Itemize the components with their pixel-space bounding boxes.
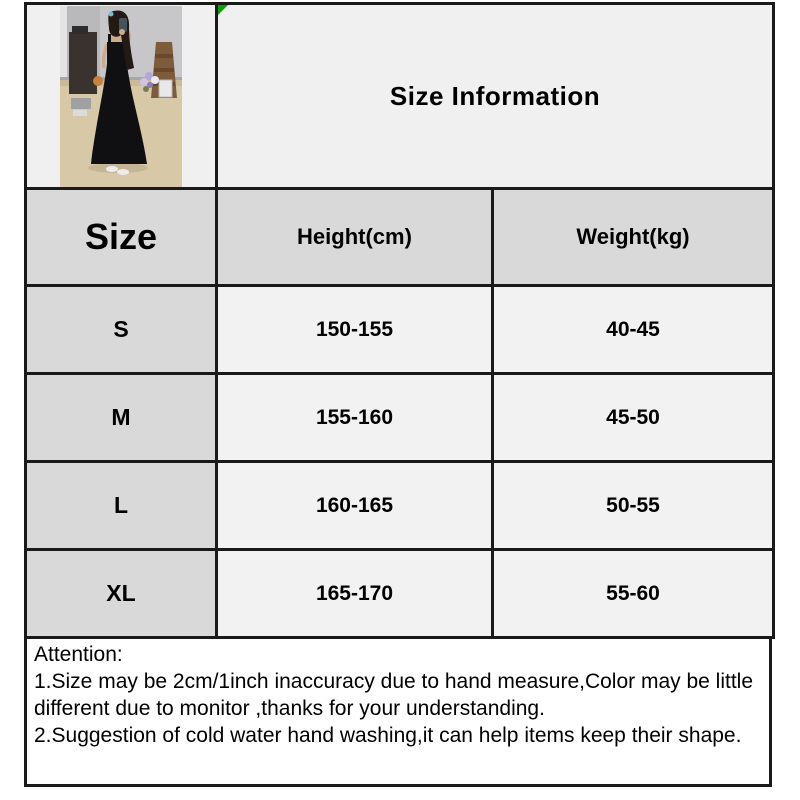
attention-heading: Attention: [34, 643, 123, 666]
product-photo-cell [26, 4, 217, 189]
size-label: S [26, 286, 217, 374]
weight-value: 45-50 [493, 374, 774, 462]
weight-value: 50-55 [493, 462, 774, 550]
table-row-s [26, 286, 774, 374]
table-header-row [26, 189, 774, 286]
attention-box [24, 639, 772, 787]
column-header-weight: Weight(kg) [493, 189, 774, 286]
height-value: 155-160 [217, 374, 493, 462]
column-header-size: Size [26, 189, 217, 286]
attention-note-2: 2.Suggestion of cold water hand washing,it can help items keep their shape. [34, 724, 742, 747]
table-row-m [26, 374, 774, 462]
weight-value: 55-60 [493, 550, 774, 638]
table-row-l [26, 462, 774, 550]
size-label: M [26, 374, 217, 462]
size-chart [24, 2, 772, 787]
table-row-xl [26, 550, 774, 638]
size-label: L [26, 462, 217, 550]
photo-title-row [26, 4, 774, 189]
size-information-header-cell [217, 4, 774, 189]
green-corner-flag-icon [218, 5, 228, 15]
attention-note-1: 1.Size may be 2cm/1inch inaccuracy due to hand measure,Color may be little different due to monitor ,thanks for your understanding. [34, 670, 754, 720]
height-value: 150-155 [217, 286, 493, 374]
height-value: 165-170 [217, 550, 493, 638]
height-value: 160-165 [217, 462, 493, 550]
product-photo [60, 6, 182, 187]
weight-value: 40-45 [493, 286, 774, 374]
page-title: Size Information [389, 80, 601, 111]
column-header-height: Height(cm) [217, 189, 493, 286]
size-table [24, 2, 775, 639]
size-label: XL [26, 550, 217, 638]
